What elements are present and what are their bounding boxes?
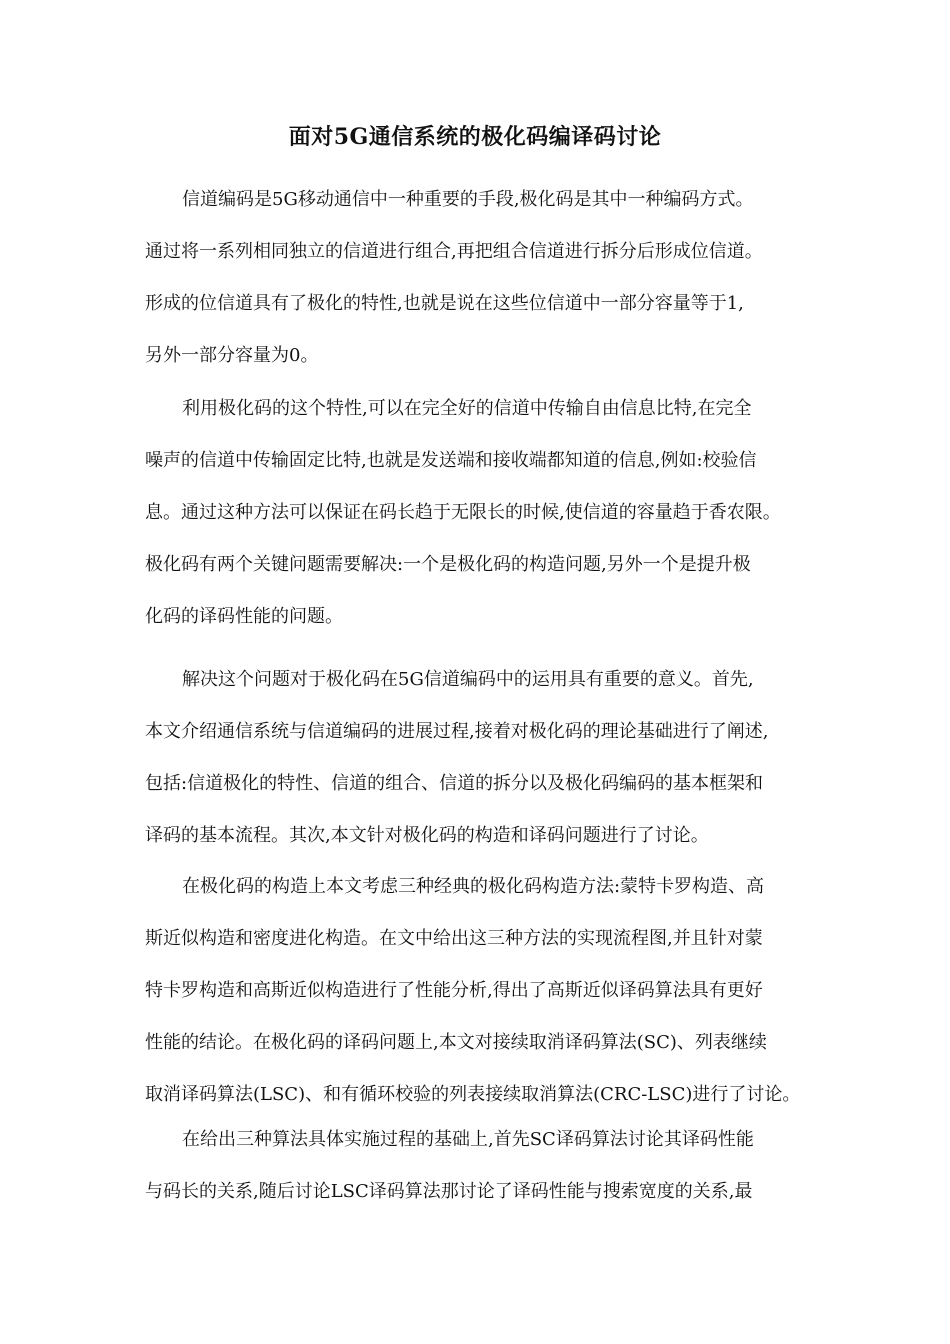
paragraph-line: 化码的译码性能的问题。 (145, 606, 343, 627)
paragraph-3 (145, 654, 817, 862)
paragraph-line: 噪声的信道中传输固定比特,也就是发送端和接收端都知道的信息,例如:校验信 (145, 450, 757, 471)
paragraph-line: 信道编码是5G移动通信中一种重要的手段,极化码是其中一种编码方式。 (182, 189, 754, 210)
paragraph-4 (145, 861, 817, 1121)
paragraph-line: 包括:信道极化的特性、信道的组合、信道的拆分以及极化码编码的基本框架和 (145, 773, 764, 794)
paragraph-line: 极化码有两个关键问题需要解决:一个是极化码的构造问题,另外一个是提升极 (145, 554, 751, 575)
paragraph-line: 另外一部分容量为0。 (145, 345, 319, 366)
paragraph-line: 解决这个问题对于极化码在5G信道编码中的运用具有重要的意义。首先, (182, 669, 754, 690)
paragraph-line: 在给出三种算法具体实施过程的基础上,首先SC译码算法讨论其译码性能 (182, 1129, 754, 1150)
paragraph-2 (145, 383, 817, 643)
paragraph-line: 性能的结论。在极化码的译码问题上,本文对接续取消译码算法(SC)、列表继续 (145, 1032, 767, 1053)
paragraph-5 (145, 1114, 817, 1218)
paragraph-line: 利用极化码的这个特性,可以在完全好的信道中传输自由信息比特,在完全 (182, 398, 752, 419)
paragraph-line: 特卡罗构造和高斯近似构造进行了性能分析,得出了高斯近似译码算法具有更好 (145, 980, 763, 1001)
paragraph-1 (145, 174, 817, 382)
paragraph-line: 形成的位信道具有了极化的特性,也就是说在这些位信道中一部分容量等于1, (145, 293, 744, 314)
paragraph-line: 取消译码算法(LSC)、和有循环校验的列表接续取消算法(CRC-LSC)进行了讨论。 (145, 1084, 801, 1105)
paragraph-line: 与码长的关系,随后讨论LSC译码算法那讨论了译码性能与搜索宽度的关系,最 (145, 1181, 753, 1202)
paragraph-line: 斯近似构造和密度进化构造。在文中给出这三种方法的实现流程图,并且针对蒙 (145, 928, 763, 949)
paragraph-line: 通过将一系列相同独立的信道进行组合,再把组合信道进行拆分后形成位信道。 (145, 241, 763, 262)
paragraph-line: 本文介绍通信系统与信道编码的进展过程,接着对极化码的理论基础进行了阐述, (145, 721, 769, 742)
document-title: 面对5G通信系统的极化码编译码讨论 (288, 124, 662, 150)
paragraph-line: 在极化码的构造上本文考虑三种经典的极化码构造方法:蒙特卡罗构造、高 (182, 876, 765, 897)
paragraph-line: 息。通过这种方法可以保证在码长趋于无限长的时候,使信道的容量趋于香农限。 (145, 502, 781, 523)
paragraph-line: 译码的基本流程。其次,本文针对极化码的构造和译码问题进行了讨论。 (145, 825, 709, 846)
